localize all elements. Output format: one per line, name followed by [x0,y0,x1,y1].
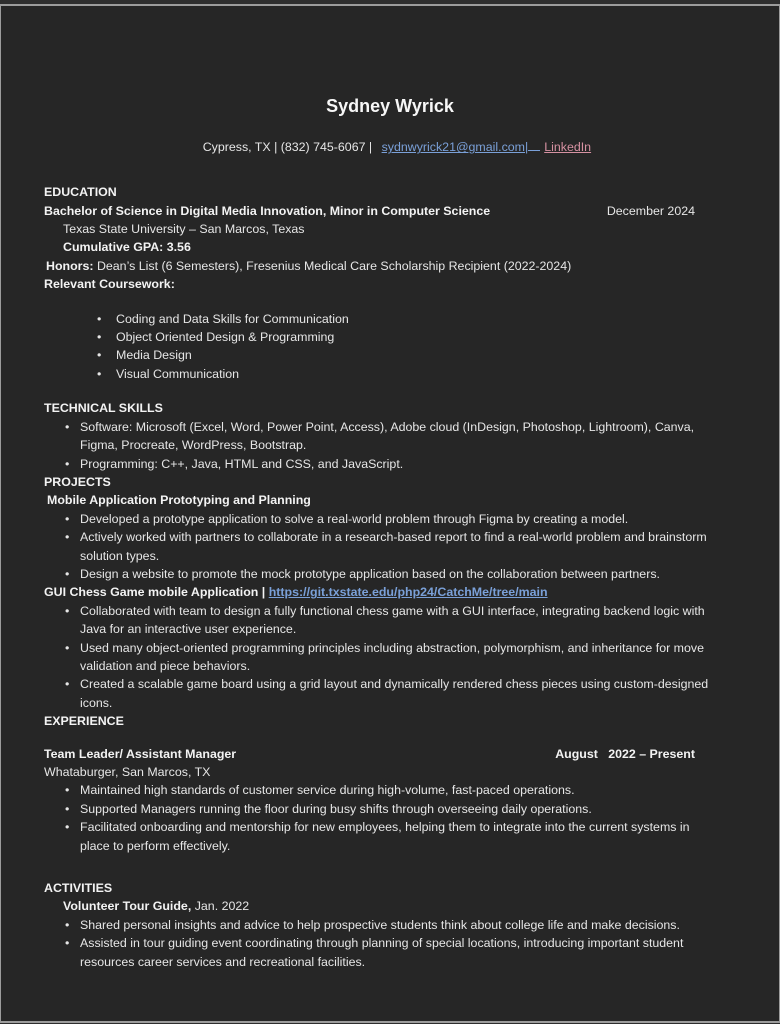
honors-line [1,257,779,275]
project1-title: Mobile Application Prototyping and Planning [47,493,311,508]
experience-heading: EXPERIENCE [44,714,124,729]
contact-info: Cypress, TX | (832) 745-6067 | [202,140,376,155]
experience-bullets [1,781,779,855]
list-item: • Used many object-oriented programming principles including abstraction, polymorphism, and inheritance for move validation and piece behaviors. [1,639,709,676]
list-item: • Maintained high standards of customer service during high-volume, fast-paced operations. [1,781,709,799]
resume-name: Sydney Wyrick [326,96,454,116]
list-item: • Actively worked with partners to collaborate in a research-based report to find a real-world problem and brainstorm solution types. [1,528,709,565]
education-heading: EDUCATION [44,185,117,200]
project2-bullets [1,602,779,712]
list-item: • Design a website to promote the mock prototype application based on the collaboration between partners. [1,565,709,583]
list-item: • Created a scalable game board using a grid layout and dynamically rendered chess pieces using custom-designed icons. [1,675,709,712]
company-name: Whataburger, San Marcos, TX [44,765,211,779]
list-item: • Coding and Data Skills for Communication [1,310,709,328]
job-title: Team Leader/ Assistant Manager [44,746,237,761]
resume-page [0,4,780,1023]
contact-line [1,120,779,175]
linkedin-link[interactable]: LinkedIn [544,140,592,155]
list-item: • Facilitated onboarding and mentorship for new employees, helping them to integrate into the current systems in place to perform effectively. [1,818,709,855]
list-item: • Developed a prototype application to solve a real-world problem through Figma by creating a model. [1,510,709,528]
project2-title-row [1,583,779,601]
list-item: • Visual Communication [1,365,709,383]
coursework-label: Relevant Coursework: [44,277,175,292]
email-link[interactable]: sydnwyrick21@gmail.com| [381,140,529,155]
degree-title: Bachelor of Science in Digital Media Innovation, Minor in Computer Science [44,203,491,218]
list-item: • Assisted in tour guiding event coordinating through planning of special locations, introducing important student resources career services and recreational facilities. [1,934,709,971]
education-degree-row [1,202,779,220]
underline-space [528,138,540,151]
honors-text: Dean’s List (6 Semesters), Fresenius Medical Care Scholarship Recipient (2022-2024) [93,258,572,273]
school-name: Texas State University – San Marcos, Texas [63,222,305,237]
project2-title: GUI Chess Game mobile Application | [44,585,269,600]
activities-heading: ACTIVITIES [44,881,113,896]
list-item: • Software: Microsoft (Excel, Word, Power Point, Access), Adobe cloud (InDesign, Photoshop, Lightroom), Canva, Figma, Procreate, WordPress, Bootstrap. [1,418,709,455]
list-item: • Object Oriented Design & Programming [1,328,709,346]
project1-bullets [1,510,779,584]
activity-role-row [1,897,779,915]
honors-label: Honors: [46,258,94,273]
activities-bullets [1,916,779,971]
activity-role: Volunteer Tour Guide, [63,899,192,914]
gpa-line: Cumulative GPA: 3.56 [63,240,191,255]
technical-skills-list [1,418,779,473]
coursework-list [1,310,779,384]
activity-date: Jan. 2022 [191,899,250,914]
list-item: • Collaborated with team to design a fully functional chess game with a GUI interface, integrating backend logic with Java for an interactive user experience. [1,602,709,639]
list-item: • Supported Managers running the floor during busy shifts through overseeing daily operations. [1,800,709,818]
list-item: • Programming: C++, Java, HTML and CSS, and JavaScript. [1,455,709,473]
list-item: • Shared personal insights and advice to help prospective students think about college life and make decisions. [1,916,709,934]
job-dates: August 2022 – Present [555,746,695,761]
projects-heading: PROJECTS [44,474,111,489]
graduation-date: December 2024 [606,203,695,218]
technical-skills-heading: TECHNICAL SKILLS [44,401,163,416]
list-item: • Media Design [1,346,709,364]
job-title-row [1,745,779,763]
project2-repo-link[interactable]: https://git.txstate.edu/php24/CatchMe/tree/main [268,585,548,600]
